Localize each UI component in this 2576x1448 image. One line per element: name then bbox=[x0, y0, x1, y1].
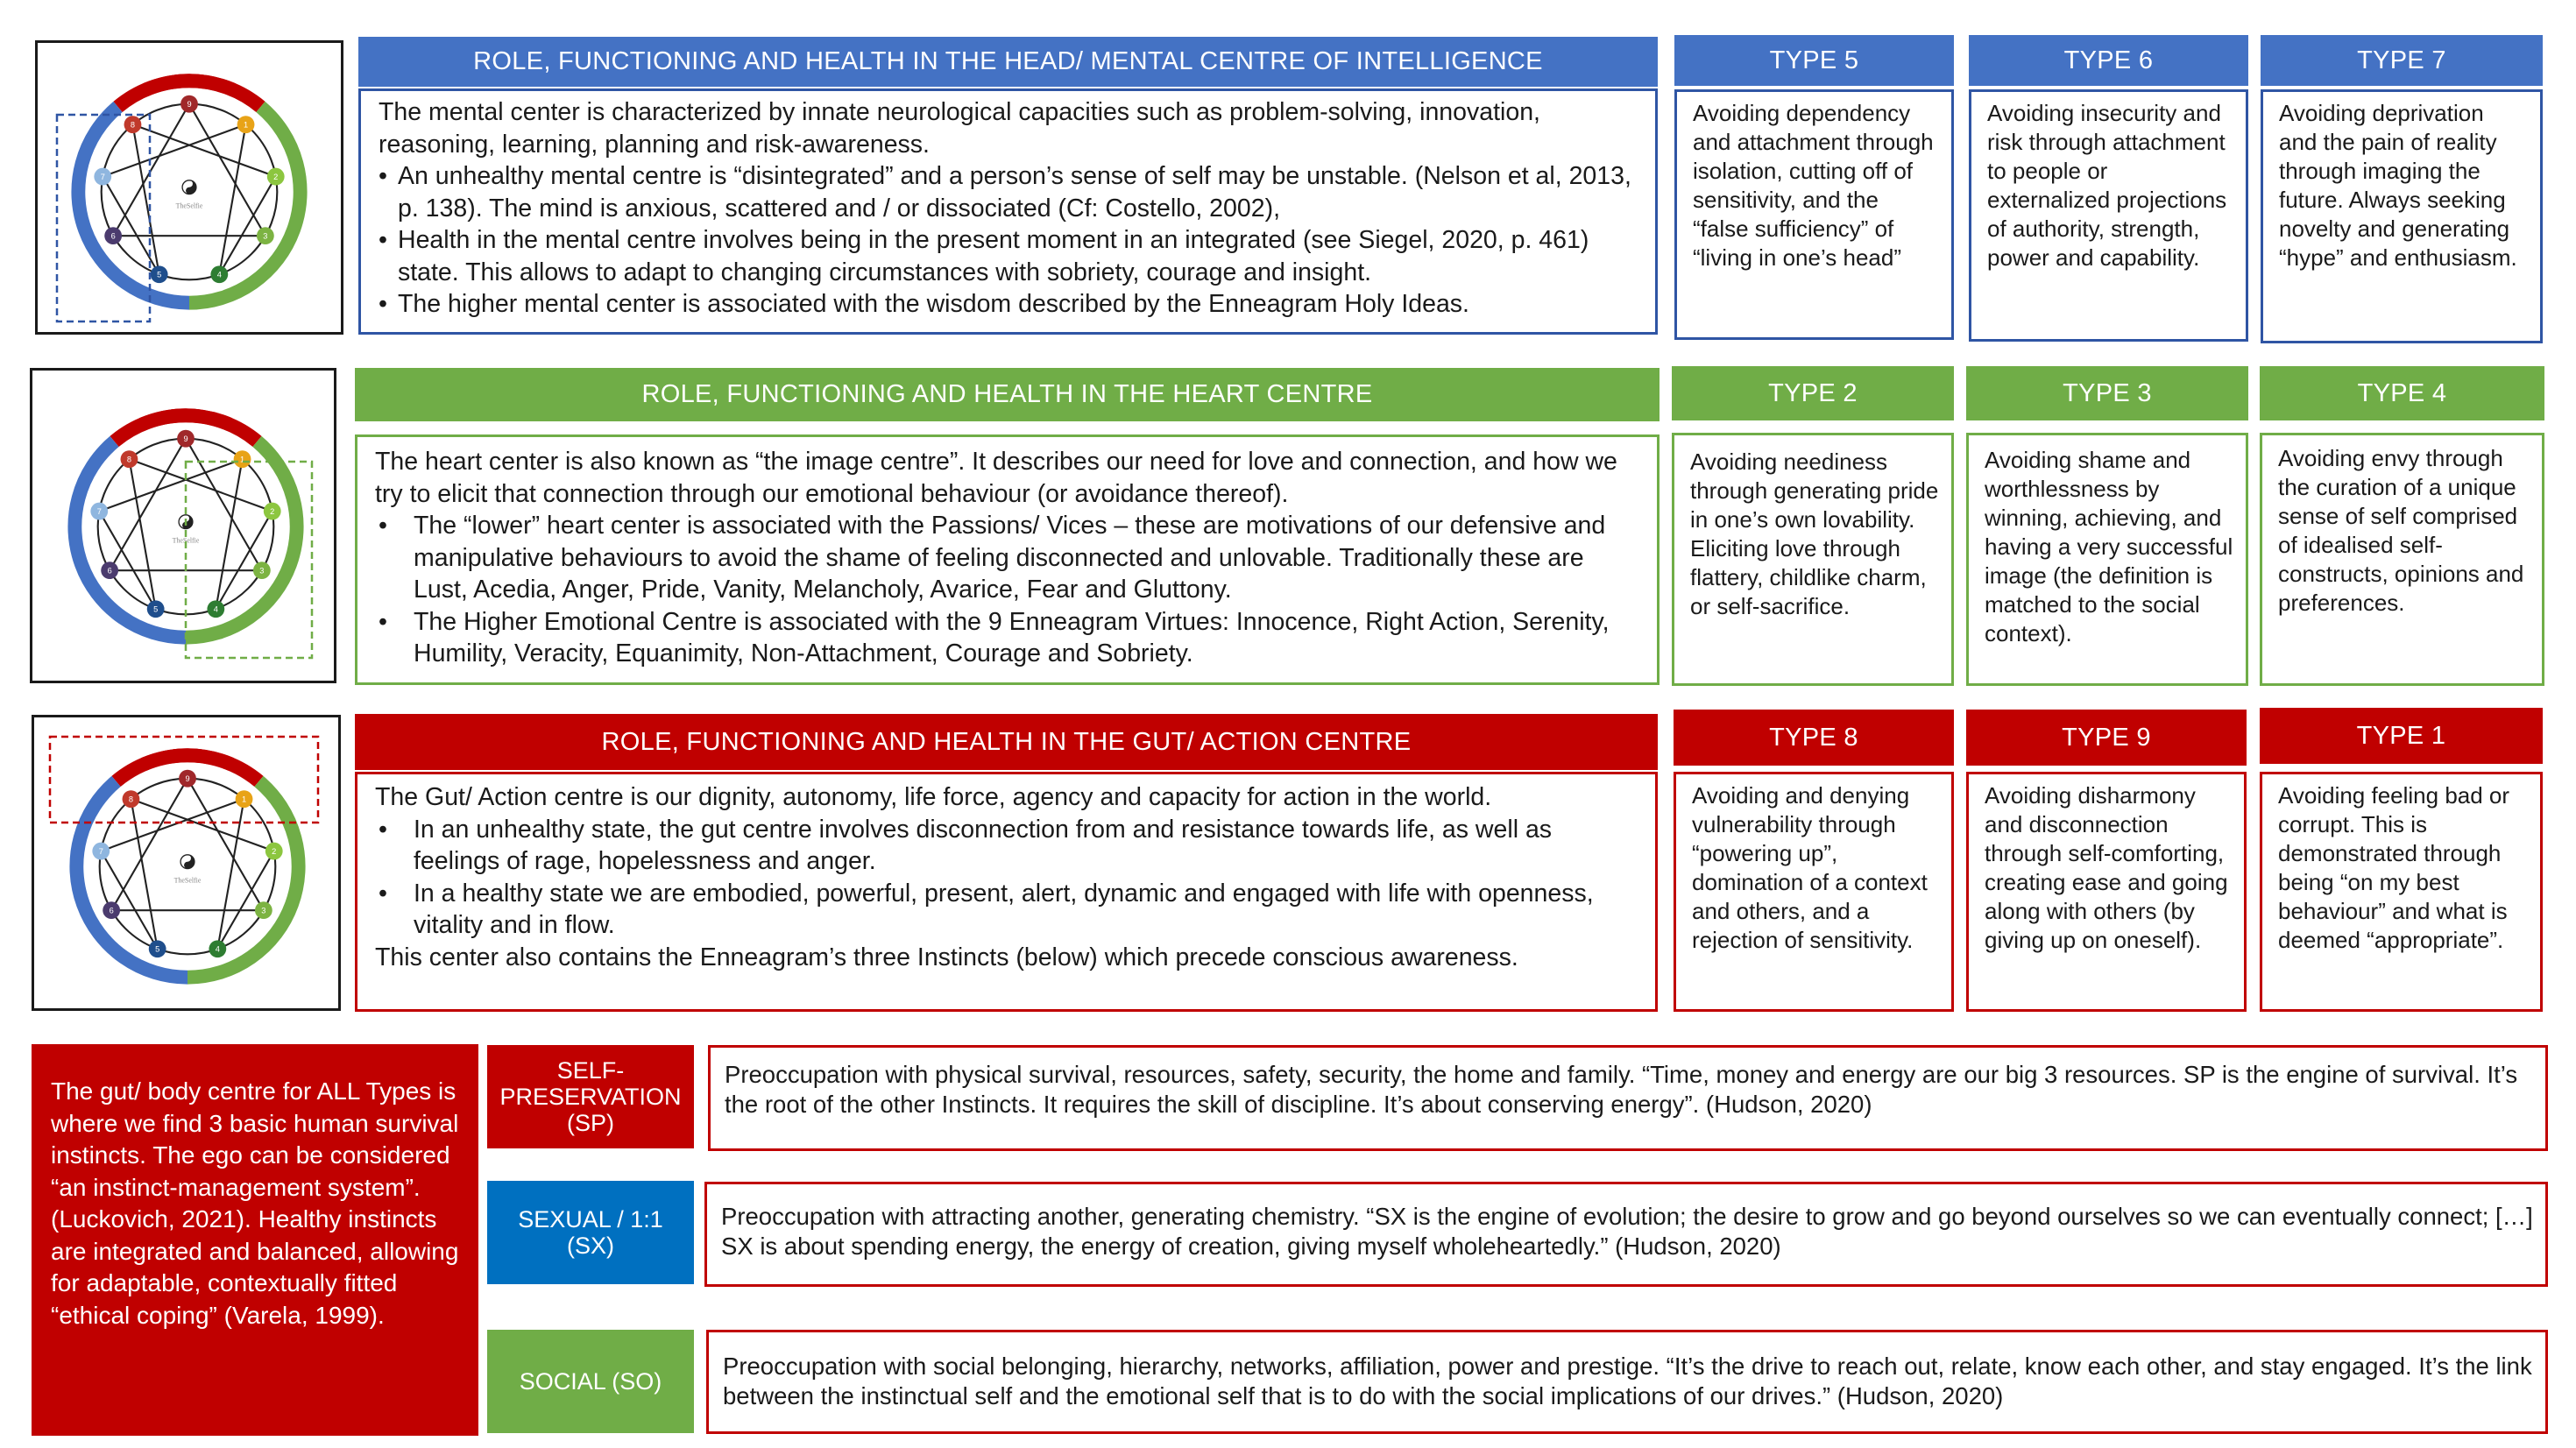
bullet-item: • The higher mental center is associated with the wisdom described by the Enneagram Holy Ideas. bbox=[379, 288, 1639, 321]
enneagram-number: 1 bbox=[239, 455, 245, 464]
gut-centre-enneagram-diagram bbox=[34, 717, 338, 1008]
heart-centre-description bbox=[355, 434, 1660, 685]
enneagram-number: 5 bbox=[157, 270, 162, 279]
enneagram-number: 4 bbox=[213, 604, 218, 614]
sexual-description: Preoccupation with attracting another, generating chemistry. “SX is the engine of evolution; the desire to grow and go beyond ourselves so we can eventually connect; […] SX is about spending energy, the energy of creation, giving myself wholeheartedly.” (Hudson, 2020) bbox=[704, 1182, 2548, 1287]
type-8-description: Avoiding and denying vulnerability through “powering up”, domination of a context and others, and a rejection of sensitivity. bbox=[1674, 772, 1954, 1012]
enneagram-number: 3 bbox=[259, 566, 265, 576]
head-centre-header: ROLE, FUNCTIONING AND HEALTH IN THE HEAD/ MENTAL CENTRE OF INTELLIGENCE bbox=[358, 37, 1658, 87]
enneagram-number: 1 bbox=[241, 795, 247, 804]
type-4-description: Avoiding envy through the curation of a unique sense of self comprised of idealised self-constructs, opinions and preferences. bbox=[2260, 433, 2544, 686]
enneagram-number: 2 bbox=[272, 846, 277, 856]
type-6-description: Avoiding insecurity and risk through attachment to people or externalized projections of authority, strength, power and capability. bbox=[1969, 89, 2248, 342]
social-label: SOCIAL (SO) bbox=[487, 1330, 694, 1433]
enneagram-number: 6 bbox=[109, 906, 114, 915]
enneagram-number: 8 bbox=[126, 455, 132, 464]
type-7-header: TYPE 7 bbox=[2261, 35, 2543, 86]
type-4-header: TYPE 4 bbox=[2260, 366, 2544, 420]
heart-centre-diagram-frame bbox=[30, 368, 336, 683]
social-description: Preoccupation with social belonging, hierarchy, networks, affiliation, power and prestige. “It’s the drive to reach out, relate, know each other, and stay engaged. It’s the link between the instinctual self and the emotional self that is to do with the social implications of our drives.” (Hudson, 2020) bbox=[706, 1330, 2548, 1434]
type-9-header: TYPE 9 bbox=[1966, 710, 2247, 766]
gut-centre-outro: This center also contains the Enneagram’s three Instincts (below) which precede conscious awareness. bbox=[375, 943, 1518, 971]
bullet-item: • Health in the mental centre involves being in the present moment in an integrated (see Siegel, 2020, p. 461) state. This allows to adapt to changing circumstances with sobriety, courage and insight. bbox=[379, 224, 1639, 288]
type-6-header: TYPE 6 bbox=[1969, 35, 2248, 86]
bullet-item: • In a healthy state we are embodied, powerful, present, alert, dynamic and engaged with life with openness, vitality and in flow. bbox=[375, 878, 1639, 942]
gut-centre-bullets bbox=[375, 814, 1639, 942]
bullet-item: • The Higher Emotional Centre is associated with the 9 Enneagram Virtues: Innocence, Right Action, Serenity, Humility, Veracity, Equanimity, Non-Attachment, Courage and Sobriety. bbox=[375, 606, 1641, 670]
head-centre-description bbox=[358, 88, 1658, 335]
bullet-item: • An unhealthy mental centre is “disintegrated” and a person’s sense of self may be unstable. (Nelson et al, 2013, p. 138). The mind is anxious, scattered and / or dissociated (Cf: Costello, 2002), bbox=[379, 160, 1639, 224]
self-preservation-label: SELF-PRESERVATION (SP) bbox=[487, 1045, 694, 1148]
enneagram-number: 8 bbox=[128, 795, 134, 804]
type-8-header: TYPE 8 bbox=[1674, 710, 1954, 766]
head-centre-bullets bbox=[379, 160, 1639, 321]
self-preservation-description: Preoccupation with physical survival, resources, safety, security, the home and family. “Time, money and energy are our big 3 resources. SP is the engine of survival. It’s the root of the other Instincts. It requires the skill of discipline. It’s about conserving energy”. (Hudson, 2020) bbox=[708, 1045, 2548, 1151]
enneagram-number: 7 bbox=[96, 506, 102, 516]
enneagram-number: 4 bbox=[216, 270, 222, 279]
type-2-description: Avoiding neediness through generating pride in one’s own lovability. Eliciting love through flattery, childlike charm, or self-sacrifice. bbox=[1672, 433, 1954, 686]
enneagram-number: 6 bbox=[107, 566, 112, 576]
type-3-description: Avoiding shame and worthlessness by winning, achieving, and having a very successful image (the definition is matched to the social context). bbox=[1966, 433, 2248, 686]
heart-centre-intro: The heart center is also known as “the image centre”. It describes our need for love and connection, and how we try to elicit that connection through our emotional behaviour (or avoidance thereof). bbox=[375, 448, 1617, 508]
type-3-header: TYPE 3 bbox=[1966, 366, 2248, 420]
heart-centre-header: ROLE, FUNCTIONING AND HEALTH IN THE HEART CENTRE bbox=[355, 368, 1660, 421]
enneagram-number: 4 bbox=[215, 944, 220, 954]
enneagram-number: 3 bbox=[263, 231, 268, 241]
head-centre-diagram-frame bbox=[35, 40, 343, 335]
type-1-header: TYPE 1 bbox=[2260, 708, 2543, 764]
gut-centre-description bbox=[355, 772, 1658, 1012]
type-7-description: Avoiding deprivation and the pain of reality through imaging the future. Always seeking novelty and generating “hype” and enthusiasm. bbox=[2261, 89, 2543, 343]
enneagram-number: 2 bbox=[270, 506, 275, 516]
gut-centre-header: ROLE, FUNCTIONING AND HEALTH IN THE GUT/ ACTION CENTRE bbox=[355, 714, 1658, 770]
instincts-intro-panel: The gut/ body centre for ALL Types is where we find 3 basic human survival instincts. The ego can be considered “an instinct-management system”. (Luckovich, 2021). Healthy instincts are integrated and balanced, allowing for adaptable, contextually fitted “ethical coping” (Varela, 1999). bbox=[32, 1044, 478, 1436]
enneagram-number: 3 bbox=[261, 906, 266, 915]
enneagram-number: 8 bbox=[130, 120, 136, 130]
heart-centre-enneagram-diagram bbox=[32, 371, 334, 681]
heart-centre-bullets bbox=[375, 510, 1641, 670]
enneagram-number: 9 bbox=[185, 773, 190, 783]
enneagram-number: 5 bbox=[153, 604, 159, 614]
enneagram-number: 5 bbox=[155, 944, 160, 954]
type-1-description: Avoiding feeling bad or corrupt. This is demonstrated through being “on my best behaviour” and what is deemed “appropriate”. bbox=[2260, 772, 2543, 1012]
gut-centre-intro: The Gut/ Action centre is our dignity, autonomy, life force, agency and capacity for action in the world. bbox=[375, 783, 1492, 811]
sexual-label: SEXUAL / 1:1 (SX) bbox=[487, 1181, 694, 1284]
bullet-item: • In an unhealthy state, the gut centre involves disconnection from and resistance towards life, as well as feelings of rage, hopelessness and anger. bbox=[375, 814, 1639, 878]
type-9-description: Avoiding disharmony and disconnection through self-comforting, creating ease and going along with others (by giving up on oneself). bbox=[1966, 772, 2247, 1012]
type-2-header: TYPE 2 bbox=[1672, 366, 1954, 420]
gut-centre-diagram-frame bbox=[32, 715, 341, 1011]
enneagram-number: 2 bbox=[273, 172, 279, 181]
head-centre-enneagram-diagram bbox=[38, 43, 341, 332]
enneagram-number: 1 bbox=[243, 120, 249, 130]
enneagram-number: 6 bbox=[110, 231, 116, 241]
enneagram-number: 9 bbox=[183, 434, 188, 443]
type-5-description: Avoiding dependency and attachment through isolation, cutting off of sensitivity, and the “false sufficiency” of “living in one’s head” bbox=[1674, 89, 1954, 340]
bullet-item: • The “lower” heart center is associated with the Passions/ Vices – these are motivations of our defensive and manipulative behaviours to avoid the shame of feeling disconnected and unlovable. Traditionally these are Lust, Acedia, Anger, Pride, Vanity, Melancholy, Avarice, Fear and Gluttony. bbox=[375, 510, 1641, 606]
enneagram-number: 7 bbox=[100, 172, 105, 181]
enneagram-number: 9 bbox=[187, 99, 192, 109]
enneagram-number: 7 bbox=[98, 846, 103, 856]
head-centre-intro: The mental center is characterized by innate neurological capacities such as problem-solving, innovation, reasoning, learning, planning and risk-awareness. bbox=[379, 98, 1540, 159]
type-5-header: TYPE 5 bbox=[1674, 35, 1954, 86]
